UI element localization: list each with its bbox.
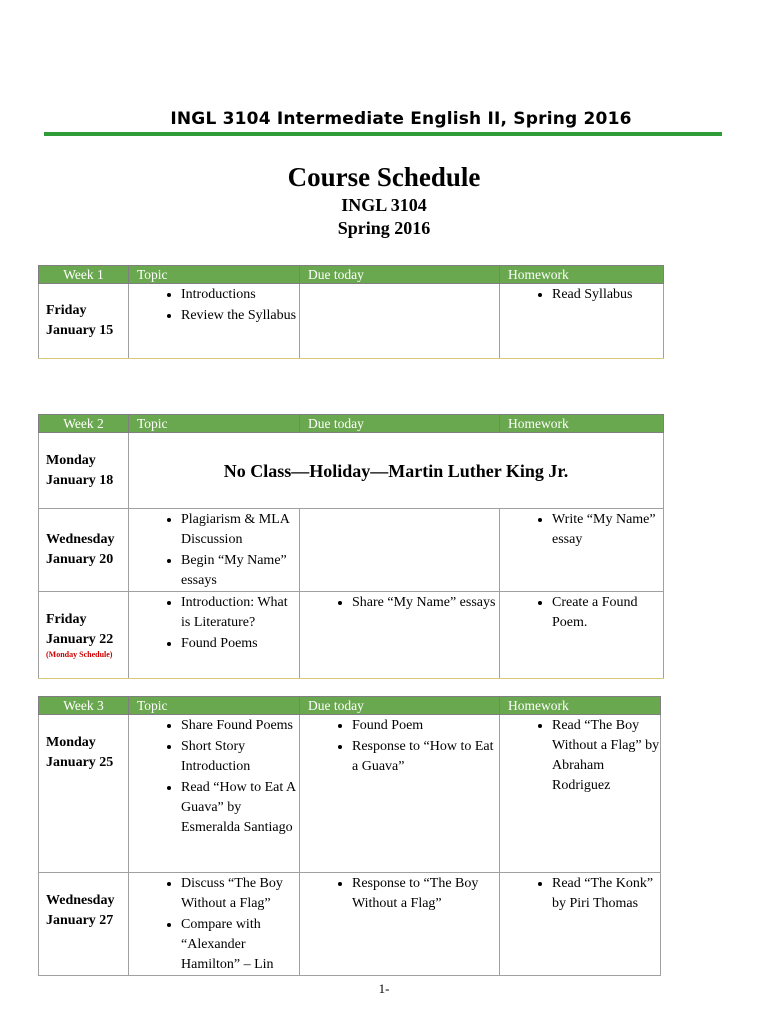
homework-cell	[500, 284, 664, 359]
page-number: 1-	[378, 981, 390, 996]
list-item: • Short Story Introduction	[181, 736, 299, 777]
week-label: Week 1	[39, 266, 129, 284]
day-cell	[39, 592, 129, 679]
list-item: • Create a Found Poem.	[552, 592, 663, 633]
list-item: • Plagiarism & MLA Discussion	[181, 509, 299, 550]
column-header-topic: Topic	[129, 697, 300, 715]
due-cell	[300, 715, 500, 873]
topic-cell	[129, 715, 300, 873]
day-cell	[39, 715, 129, 873]
list-item: • Share “My Name” essays	[352, 592, 499, 613]
day-name: Friday	[46, 303, 87, 318]
list-item: • Read Syllabus	[552, 284, 663, 305]
list-item: • Read “How to Eat A Guava” by Esmeralda Santiago	[181, 777, 299, 838]
list-item: • Found Poem	[352, 715, 499, 736]
table-row	[39, 284, 664, 359]
day-date: January 18	[46, 472, 114, 488]
day-cell	[39, 433, 129, 509]
week-2-table	[38, 414, 664, 679]
day-date: January 20	[46, 552, 114, 567]
due-cell	[300, 873, 500, 976]
list-item: • Introduction: What is Literature?	[181, 592, 299, 633]
day-date: January 22	[46, 632, 114, 647]
list-item: • Response to “The Boy Without a Flag”	[352, 873, 499, 914]
topic-cell	[129, 873, 300, 976]
table-row	[39, 509, 664, 592]
homework-cell	[500, 509, 664, 592]
list-item: • Discuss “The Boy Without a Flag”	[181, 873, 299, 914]
day-name: Friday	[46, 612, 87, 627]
day-cell	[39, 873, 129, 976]
week-label: Week 2	[39, 415, 129, 433]
list-item: • Begin “My Name” essays	[181, 550, 299, 591]
week-1-table	[38, 265, 664, 359]
table-header-row	[39, 266, 664, 284]
column-header-topic: Topic	[129, 415, 300, 433]
course-code: INGL 3104	[341, 195, 427, 215]
list-item: • Review the Syllabus	[181, 305, 299, 326]
due-cell	[300, 592, 500, 679]
table-row	[39, 433, 664, 509]
column-header-topic: Topic	[129, 266, 300, 284]
list-item: • Compare with “Alexander Hamilton” – Lin	[181, 914, 299, 975]
day-name: Monday	[46, 452, 96, 468]
list-item: • Introductions	[181, 284, 299, 305]
day-date: January 25	[46, 755, 114, 770]
week-label: Week 3	[39, 697, 129, 715]
day-cell	[39, 509, 129, 592]
column-header-homework: Homework	[500, 266, 664, 284]
table-row	[39, 873, 661, 976]
homework-cell	[500, 592, 664, 679]
table-row	[39, 592, 664, 679]
page-title: Course Schedule	[287, 162, 481, 192]
column-header-due: Due today	[300, 266, 500, 284]
column-header-due: Due today	[300, 415, 500, 433]
column-header-homework: Homework	[500, 697, 661, 715]
day-date: January 27	[46, 913, 114, 928]
list-item: • Found Poems	[181, 633, 299, 654]
day-name: Wednesday	[46, 532, 115, 547]
week-3-table	[38, 696, 661, 976]
table-header-row	[39, 415, 664, 433]
list-item: • Response to “How to Eat a Guava”	[352, 736, 499, 777]
list-item: • Read “The Konk” by Piri Thomas	[552, 873, 660, 914]
course-header-title: INGL 3104 Intermediate English II, Spring 2016	[170, 109, 632, 129]
homework-cell	[500, 715, 661, 873]
column-header-due: Due today	[300, 697, 500, 715]
topic-cell	[129, 284, 300, 359]
title-block	[0, 160, 768, 240]
day-cell	[39, 284, 129, 359]
schedule-note: (Monday Schedule)	[46, 650, 113, 659]
day-date: January 15	[46, 323, 114, 338]
topic-cell	[129, 509, 300, 592]
topic-cell	[129, 592, 300, 679]
course-term: Spring 2016	[337, 218, 431, 238]
due-cell	[300, 509, 500, 592]
list-item: • Write “My Name” essay	[552, 509, 663, 550]
holiday-notice: No Class—Holiday—Martin Luther King Jr.	[129, 433, 664, 509]
list-item: • Read “The Boy Without a Flag” by Abraham Rodriguez	[552, 715, 660, 796]
day-name: Monday	[46, 735, 96, 750]
homework-cell	[500, 873, 661, 976]
due-cell	[300, 284, 500, 359]
column-header-homework: Homework	[500, 415, 664, 433]
table-header-row	[39, 697, 661, 715]
header-divider	[44, 132, 722, 136]
day-name: Wednesday	[46, 893, 115, 908]
table-row	[39, 715, 661, 873]
list-item: • Share Found Poems	[181, 715, 299, 736]
